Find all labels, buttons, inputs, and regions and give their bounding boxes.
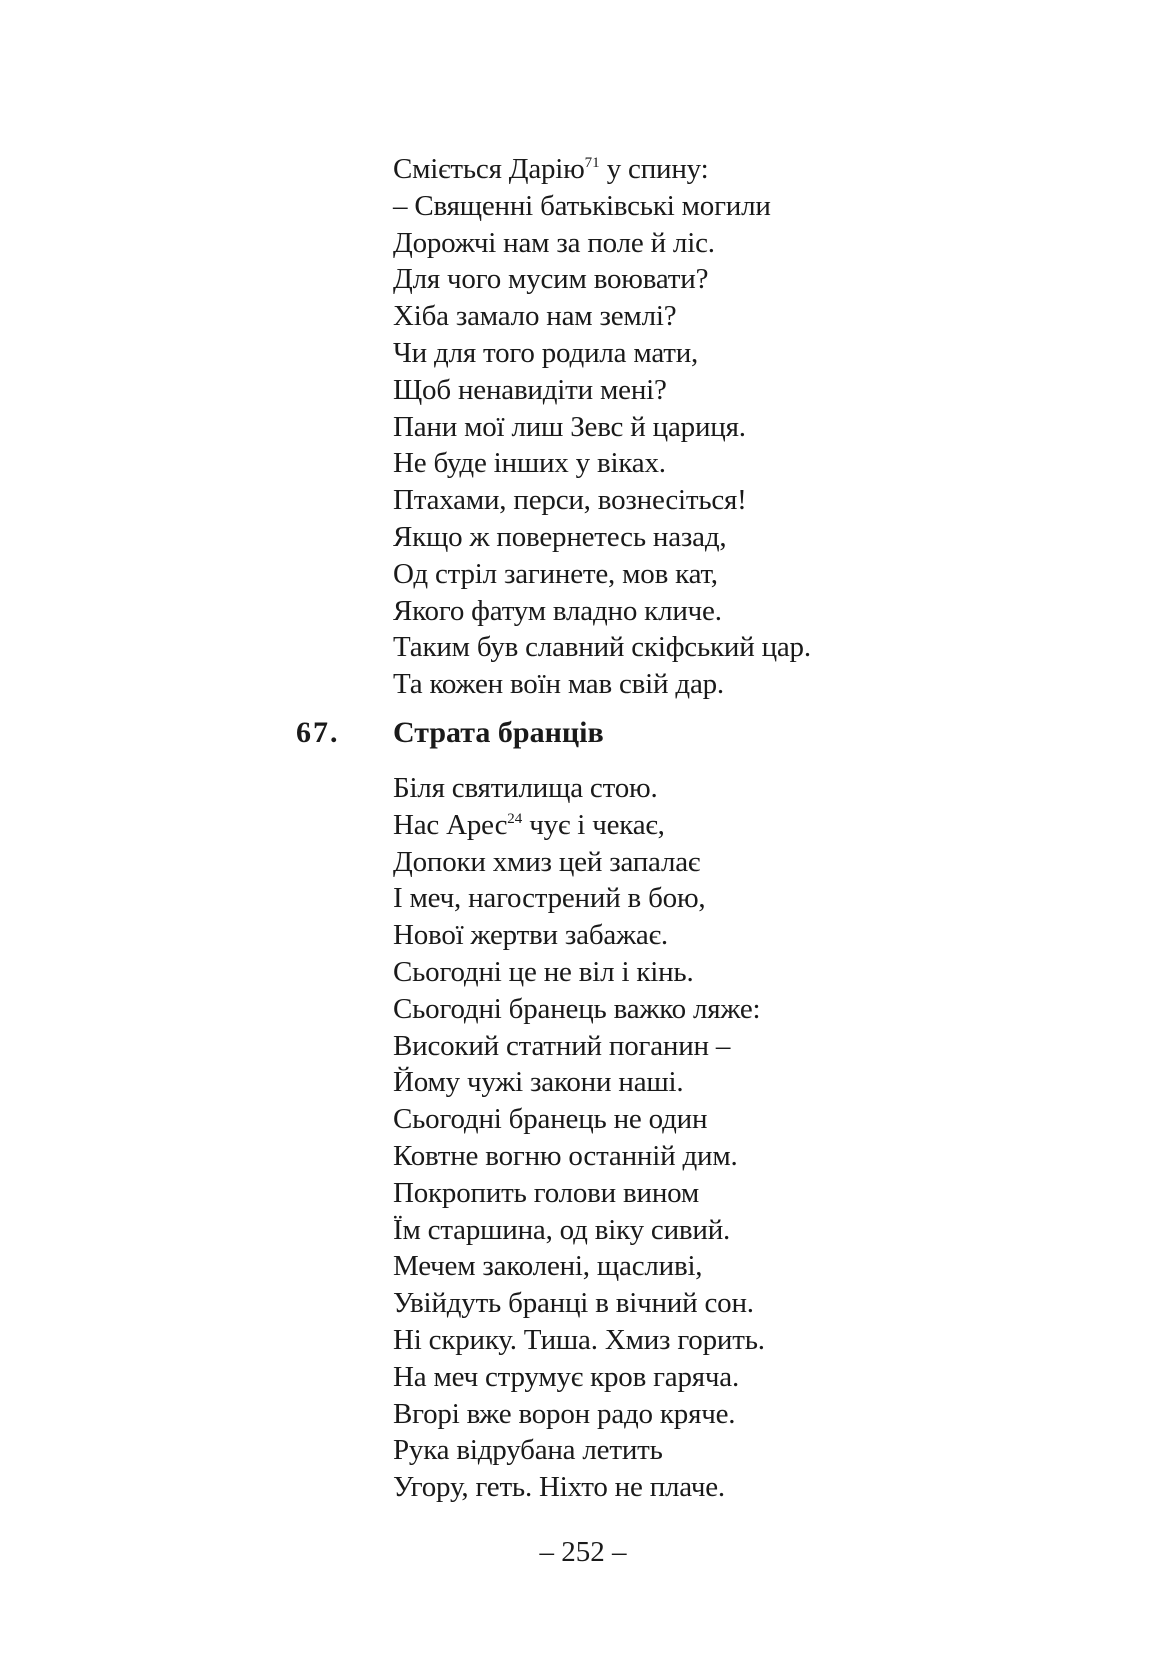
poem-line-text: Щоб ненавидіти мені?	[393, 373, 667, 406]
poem-line	[393, 954, 765, 991]
poem-line	[393, 666, 811, 703]
poem-line	[393, 1322, 765, 1359]
poem-line-text: Пани мої лиш Зевс й цариця.	[393, 410, 746, 443]
poem-line-text-continued: у спину:	[599, 153, 709, 185]
poem-line-text: Біля святилища стою.	[393, 772, 658, 804]
poem-line-text: Високий статний поганин –	[393, 1029, 731, 1062]
poem-line-text: Сьогодні бранець важко ляже:	[393, 992, 761, 1025]
page-number: – 252 –	[539, 1536, 627, 1568]
poem-line	[393, 1028, 765, 1065]
poem-line	[393, 770, 765, 807]
poem-line	[393, 1248, 765, 1285]
section-heading	[296, 713, 604, 753]
poem-line	[393, 1469, 765, 1506]
poem-line-text: Сьогодні це не віл і кінь.	[393, 955, 694, 988]
poem-line-text: Хіба замало нам землі?	[393, 300, 677, 333]
poem-line	[393, 1101, 765, 1138]
poem-line-text: Їм старшина, од віку сивий.	[393, 1213, 731, 1246]
poem-line	[393, 151, 811, 188]
poem-line	[393, 1138, 765, 1175]
poem-line	[393, 261, 811, 298]
poem-line-text: Угору, геть. Ніхто не плаче.	[393, 1471, 725, 1504]
poem-line-text: Якщо ж повернетесь назад,	[393, 520, 727, 553]
poem-line	[393, 409, 811, 446]
poem-line-text: Птахами, перси, вознесіться!	[393, 484, 747, 517]
poem-line	[393, 1432, 765, 1469]
poem-line	[393, 917, 765, 954]
poem-line-text-continued: чує і чекає,	[522, 808, 665, 841]
poem-line	[393, 298, 811, 335]
poem-line	[393, 188, 811, 225]
poem-line-text: Мечем заколені, щасливі,	[393, 1250, 703, 1283]
poem-line-text: Ні скрику. Тиша. Хмиз горить.	[393, 1323, 765, 1356]
poem-line	[393, 1359, 765, 1396]
poem-line-text: Ковтне вогню останній дим.	[393, 1139, 738, 1172]
poem-line	[393, 225, 811, 262]
poem-line	[393, 844, 765, 881]
poem-line	[393, 445, 811, 482]
poem-line	[393, 1285, 765, 1322]
section-number: 67.	[296, 716, 340, 749]
poem-line-text: Дорожчі нам за поле й ліс.	[393, 226, 715, 259]
poem-line-text: Вгорі вже ворон радо кряче.	[393, 1397, 736, 1430]
poem-line-text: Якого фатум владно кличе.	[393, 594, 722, 627]
poem-line	[393, 880, 765, 917]
poem-line-text: Нас Арес	[393, 808, 508, 841]
poem-line-text: На меч струмує кров гаряча.	[393, 1360, 740, 1393]
poem-line	[393, 991, 765, 1028]
poem-line	[393, 1212, 765, 1249]
poem-line	[393, 807, 765, 844]
poem-line-text: Для чого мусим воювати?	[393, 263, 709, 296]
poem-line	[393, 593, 811, 630]
poem-line	[393, 1396, 765, 1433]
poem-line	[393, 629, 811, 666]
poem-line-text: Йому чужі закони наші.	[393, 1066, 684, 1099]
poem-continuation-stanza	[393, 151, 811, 703]
poem-line	[393, 519, 811, 556]
poem-line-text: Покропить голови вином	[393, 1176, 700, 1209]
section-title: Страта бранців	[393, 716, 604, 749]
poem-line	[393, 556, 811, 593]
poem-line-text: Сьогодні бранець не один	[393, 1103, 708, 1136]
poem-line-text: Не буде інших у віках.	[393, 447, 666, 480]
poem-line-text: Увійдуть бранці в вічний сон.	[393, 1287, 754, 1320]
poem-line	[393, 1064, 765, 1101]
poem-line-text: Од стріл загинете, мов кат,	[393, 557, 718, 590]
poem-line-text: Сміється Дарію	[393, 153, 585, 185]
footnote-marker: 24	[507, 810, 523, 827]
poem-line	[393, 482, 811, 519]
poem-line	[393, 335, 811, 372]
poem-line	[393, 1175, 765, 1212]
poem-line-text: Та кожен воїн мав свій дар.	[393, 668, 724, 701]
poem-line-text: Чи для того родила мати,	[393, 336, 699, 369]
poem-line	[393, 372, 811, 409]
footnote-marker: 71	[584, 155, 600, 171]
poem-line-text: І меч, нагострений в бою,	[393, 882, 706, 915]
poem-line-text: Допоки хмиз цей запалає	[393, 845, 701, 878]
poem-stanza	[393, 770, 765, 1506]
poem-line-text: – Священні батьківські могили	[393, 189, 771, 222]
poem-line-text: Рука відрубана летить	[393, 1434, 663, 1467]
poem-line-text: Нової жертви забажає.	[393, 919, 668, 952]
poem-line-text: Таким був славний скіфський цар.	[393, 631, 811, 664]
